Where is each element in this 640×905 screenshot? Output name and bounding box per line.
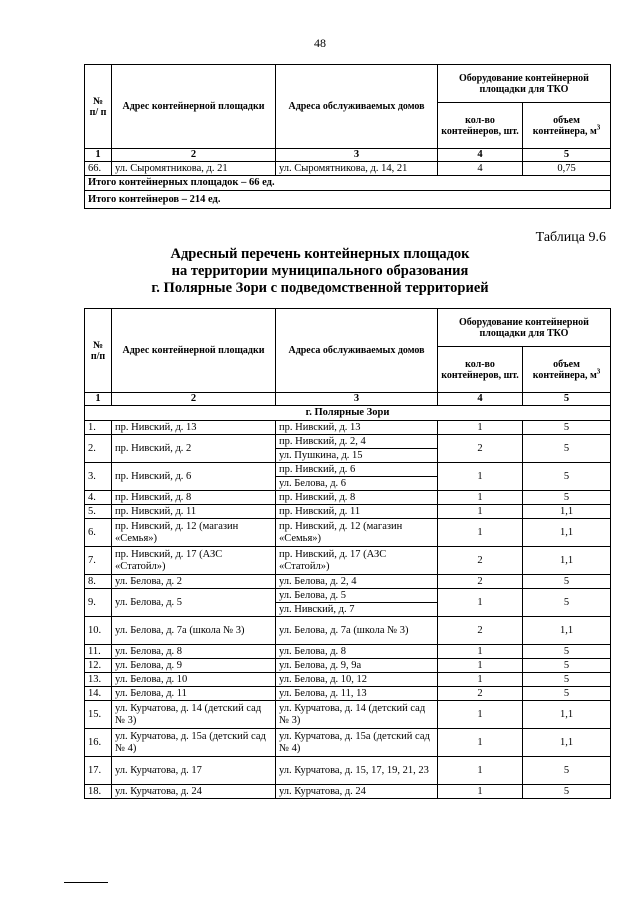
site-address: пр. Нивский, д. 17 (АЗС «Статойл»)	[112, 547, 276, 575]
table-row	[85, 505, 611, 519]
container-volume: 5	[523, 435, 611, 463]
row-number: 6.	[85, 519, 112, 547]
table-row	[85, 701, 611, 729]
row-number: 4.	[85, 491, 112, 505]
table-row: 66. ул. Сыромятникова, д. 21 ул. Сыромятникова, д. 14, 21 4 0,75	[85, 162, 611, 176]
served-house: ул. Белова, д. 11, 13	[276, 687, 438, 701]
table-row	[85, 785, 611, 799]
row-number: 2.	[85, 435, 112, 463]
container-count: 2	[438, 687, 523, 701]
table-row	[85, 617, 611, 645]
container-volume: 1,1	[523, 701, 611, 729]
served-house: ул. Белова, д. 5	[276, 589, 438, 603]
site-address: пр. Нивский, д. 8	[112, 491, 276, 505]
site-address: ул. Белова, д. 9	[112, 659, 276, 673]
table-row	[85, 435, 611, 449]
served-house: ул. Нивский, д. 7	[276, 603, 438, 617]
row-number: 13.	[85, 673, 112, 687]
title-line: на территории муниципального образования	[171, 263, 469, 279]
title-line: Адресный перечень контейнерных площадок	[170, 246, 470, 262]
served-house: пр. Нивский, д. 12 (магазин «Семья»)	[276, 519, 438, 547]
served-house: ул. Пушкина, д. 15	[276, 449, 438, 463]
served-house: ул. Курчатова, д. 24	[276, 785, 438, 799]
continuation-table	[84, 64, 611, 209]
table-row	[85, 421, 611, 435]
table-row	[85, 757, 611, 785]
header-site-address: Адрес контейнерной площадки	[112, 65, 276, 149]
container-count: 1	[438, 729, 523, 757]
container-count: 1	[438, 785, 523, 799]
site-address: ул. Курчатова, д. 14 (детский сад № 3)	[112, 701, 276, 729]
site-address: пр. Нивский, д. 2	[112, 435, 276, 463]
container-count: 1	[438, 701, 523, 729]
index-row: 1 2 3 4 5	[85, 149, 611, 162]
title-line: г. Полярные Зори с подведомственной территорией	[151, 280, 489, 296]
table-row	[85, 589, 611, 603]
served-house: ул. Белова, д. 7а (школа № 3)	[276, 617, 438, 645]
main-table	[84, 308, 611, 799]
row-number: 5.	[85, 505, 112, 519]
container-count: 1	[438, 673, 523, 687]
total-containers-row: Итого контейнеров – 214 ед.	[85, 191, 611, 209]
row-number: 3.	[85, 463, 112, 491]
site-address: пр. Нивский, д. 12 (магазин «Семья»)	[112, 519, 276, 547]
row-number: 10.	[85, 617, 112, 645]
site-address: ул. Белова, д. 11	[112, 687, 276, 701]
container-volume: 5	[523, 659, 611, 673]
header-count: кол-во контейнеров, шт.	[438, 103, 523, 149]
served-house: ул. Курчатова, д. 15, 17, 19, 21, 23	[276, 757, 438, 785]
served-house: пр. Нивский, д. 6	[276, 463, 438, 477]
header-site-address: Адрес контейнерной площадки	[112, 309, 276, 393]
site-address: пр. Нивский, д. 11	[112, 505, 276, 519]
container-volume: 5	[523, 491, 611, 505]
table-row	[85, 547, 611, 575]
row-number: 7.	[85, 547, 112, 575]
container-volume: 5	[523, 687, 611, 701]
table-row	[85, 659, 611, 673]
container-volume: 5	[523, 589, 611, 617]
header-num: № п/п	[85, 309, 112, 393]
container-count: 1	[438, 659, 523, 673]
container-volume: 1,1	[523, 519, 611, 547]
header-equipment: Оборудование контейнерной площадки для ТКО	[438, 65, 611, 103]
total-sites-row: Итого контейнерных площадок – 66 ед.	[85, 176, 611, 191]
container-volume: 5	[523, 673, 611, 687]
site-address: ул. Белова, д. 10	[112, 673, 276, 687]
row-number: 9.	[85, 589, 112, 617]
row-number: 16.	[85, 729, 112, 757]
table-row	[85, 645, 611, 659]
header-num: № п/ п	[85, 65, 112, 149]
container-count: 1	[438, 519, 523, 547]
served-house: ул. Белова, д. 2, 4	[276, 575, 438, 589]
table-label: Таблица 9.6	[535, 230, 606, 245]
table-row	[85, 575, 611, 589]
container-volume: 5	[523, 645, 611, 659]
container-volume: 5	[523, 757, 611, 785]
container-volume: 5	[523, 785, 611, 799]
served-house: пр. Нивский, д. 13	[276, 421, 438, 435]
served-house: ул. Курчатова, д. 15а (детский сад № 4)	[276, 729, 438, 757]
container-count: 2	[438, 575, 523, 589]
row-number: 14.	[85, 687, 112, 701]
site-address: ул. Белова, д. 2	[112, 575, 276, 589]
row-number: 1.	[85, 421, 112, 435]
row-number: 12.	[85, 659, 112, 673]
header-served-houses: Адреса обслуживаемых домов	[276, 65, 438, 149]
served-house: ул. Белова, д. 10, 12	[276, 673, 438, 687]
site-address: ул. Белова, д. 5	[112, 589, 276, 617]
table-title	[0, 246, 640, 297]
site-address: ул. Белова, д. 8	[112, 645, 276, 659]
section-row: г. Полярные Зори	[85, 406, 611, 421]
served-house: ул. Белова, д. 9, 9а	[276, 659, 438, 673]
header-served-houses: Адреса обслуживаемых домов	[276, 309, 438, 393]
container-count: 1	[438, 491, 523, 505]
container-volume: 1,1	[523, 617, 611, 645]
header-equipment: Оборудование контейнерной площадки для ТКО	[438, 309, 611, 347]
site-address: ул. Белова, д. 7а (школа № 3)	[112, 617, 276, 645]
served-house: пр. Нивский, д. 11	[276, 505, 438, 519]
container-count: 2	[438, 617, 523, 645]
container-count: 1	[438, 421, 523, 435]
page-number: 48	[314, 36, 326, 50]
row-number: 11.	[85, 645, 112, 659]
container-count: 1	[438, 463, 523, 491]
site-address: пр. Нивский, д. 13	[112, 421, 276, 435]
site-address: ул. Курчатова, д. 24	[112, 785, 276, 799]
container-count: 1	[438, 645, 523, 659]
site-address: ул. Курчатова, д. 17	[112, 757, 276, 785]
container-volume: 5	[523, 463, 611, 491]
table-row	[85, 519, 611, 547]
row-number: 15.	[85, 701, 112, 729]
table-row	[85, 491, 611, 505]
served-house: ул. Курчатова, д. 14 (детский сад № 3)	[276, 701, 438, 729]
table-row	[85, 673, 611, 687]
container-volume: 1,1	[523, 729, 611, 757]
site-address: ул. Курчатова, д. 15а (детский сад № 4)	[112, 729, 276, 757]
served-house: ул. Белова, д. 6	[276, 477, 438, 491]
table-row	[85, 729, 611, 757]
row-number: 8.	[85, 575, 112, 589]
row-number: 17.	[85, 757, 112, 785]
main-table-body	[85, 421, 611, 799]
container-count: 1	[438, 757, 523, 785]
site-address: пр. Нивский, д. 6	[112, 463, 276, 491]
container-count: 1	[438, 505, 523, 519]
header-count: кол-во контейнеров, шт.	[438, 347, 523, 393]
container-volume: 5	[523, 575, 611, 589]
container-volume: 5	[523, 421, 611, 435]
table-row	[85, 687, 611, 701]
header-volume: объем контейнера, $м^3$	[523, 103, 611, 149]
table-row	[85, 463, 611, 477]
footnote-divider	[64, 882, 108, 883]
container-count: 1	[438, 589, 523, 617]
served-house: пр. Нивский, д. 2, 4	[276, 435, 438, 449]
served-house: пр. Нивский, д. 8	[276, 491, 438, 505]
container-volume: 1,1	[523, 505, 611, 519]
container-count: 2	[438, 547, 523, 575]
container-volume: 1,1	[523, 547, 611, 575]
served-house: ул. Белова, д. 8	[276, 645, 438, 659]
header-volume: объем контейнера, $м^3$	[523, 347, 611, 393]
served-house: пр. Нивский, д. 17 (АЗС «Статойл»)	[276, 547, 438, 575]
container-count: 2	[438, 435, 523, 463]
row-number: 18.	[85, 785, 112, 799]
index-row: 1 2 3 4 5	[85, 393, 611, 406]
